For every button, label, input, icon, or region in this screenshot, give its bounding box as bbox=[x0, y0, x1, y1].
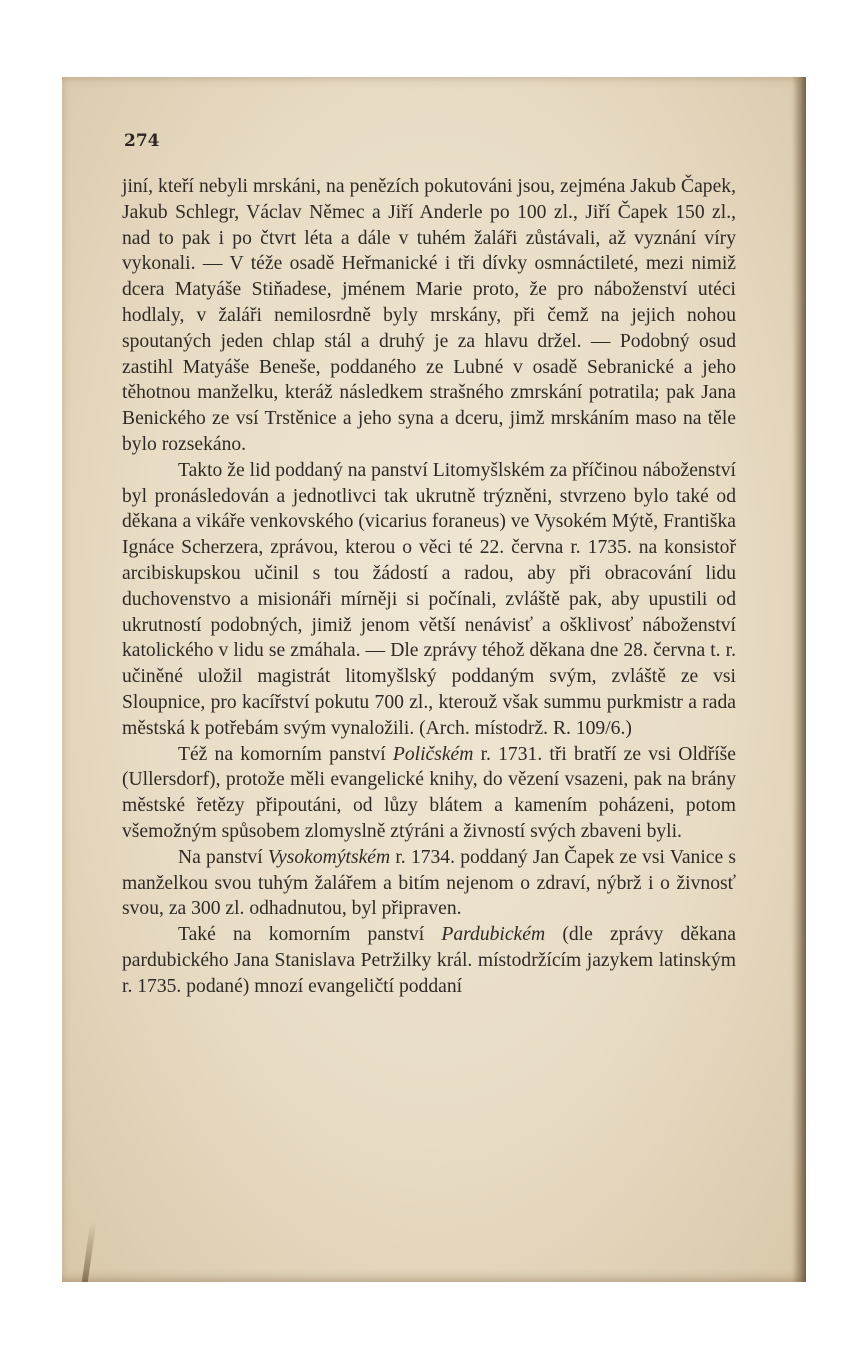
book-page bbox=[62, 77, 806, 1282]
page-number: 274 bbox=[124, 131, 160, 151]
paragraph-2-text: Takto že lid poddaný na panství Litomyšlském za příčinou náboženství byl pronásledován a jednotlivci tak ukrutně trýzněni, stvrzeno bylo také od děkana a vikáře venkovského (vicarius foraneus) ve Vysokém Mýtě, Františka Ignáce Scherzera, zprávou, kterou o věci té 22. června r. 1735. na konsistoř arcibiskupskou učinil s tou žádostí a radou, aby při obracování lidu duchovenstvo a misionáři mírněji si počínali, zvláště pak, aby upustili od ukrutností podobných, jimiž jenom větší nenávisť a ošklivosť náboženství katolického v lidu se zmáhala. — Dle zprávy téhož děkana dne 28. června t. r. učiněné uložil magistrát litomyšlský poddaným svým, zvláště ze vsi Sloupnice, pro kacířství pokutu 700 zl., kterouž však summu purkmistr a rada městská k potřebám svým vynaložili. (Arch. místodrž. R. 109/6.) bbox=[122, 459, 736, 739]
paragraph-2 bbox=[122, 458, 736, 742]
paragraph-4-text: Na panství bbox=[178, 846, 268, 868]
page-edge-shadow bbox=[792, 77, 806, 1282]
paragraph-1-text: jiní, kteří nebyli mrskáni, na penězích pokutováni jsou, zejména Jakub Čapek, Jakub Schlegr, Václav Němec a Jiří Anderle po 100 zl., Jiří Čapek 150 zl., nad to pak i po čtvrt léta a dále v tuhém žaláři zůstávali, až vyznání víry vykonali. — V téže osadě Heřmanické i tři dívky osmnáctileté, mezi nimiž dcera Matyáše Stiňadese, jménem Marie proto, že pro náboženství utéci hodlaly, v žaláři nemilosrdně byly mrskány, při čemž na jejich nohou spoutaných jeden chlap stál a druhý je za hlavu držel. — Podobný osud zastihl Matyáše Beneše, poddaného ze Lubné v osadě Sebranické a jeho těhotnou manželku, kteráž následkem strašného zmrskání potratila; pak Jana Benického ze vsí Trstěnice a jeho syna a dceru, jimž mrskáním maso na těle bylo rozsekáno. bbox=[122, 176, 736, 455]
paragraph-4-text-rest: r. 1734. poddaný Jan Čapek ze vsi Vanice s manželkou svou tuhým žalářem a bitím nejenom o zdraví, nýbrž i o živnosť svou, za 300 zl. odhadnutou, byl připraven. bbox=[122, 846, 736, 920]
paragraph-3-text-rest: r. 1731. tři bratří ze vsi Oldříše (Ullersdorf), protože měli evangelické knihy, do vězení vsazeni, pak na brány městské řetězy připoutáni, od lůzy blátem a kamením poházeni, potom všemožným spůsobem zlomyslně ztýráni a živností svých zbaveni byli. bbox=[122, 743, 736, 842]
body-text bbox=[122, 174, 736, 1000]
paragraph-3 bbox=[122, 742, 736, 845]
page-corner-mark bbox=[82, 1222, 96, 1282]
paragraph-4 bbox=[122, 845, 736, 922]
paragraph-5 bbox=[122, 922, 736, 999]
paragraph-1 bbox=[122, 174, 736, 458]
paragraph-5-text: Také na komorním panství bbox=[178, 924, 442, 946]
paragraph-3-italic-place: Poličském bbox=[392, 743, 474, 765]
paragraph-3-text: Též na komorním panství bbox=[178, 743, 393, 765]
paragraph-5-italic-place: Pardubickém bbox=[441, 924, 546, 946]
paragraph-5-text-rest: (dle zprávy děkana pardubického Jana Stanislava Petržilky král. místodržícím jazykem latinským r. 1735. podané) mnozí evangeličtí poddaní bbox=[122, 924, 736, 997]
paragraph-4-italic-place: Vysokomýtském bbox=[267, 846, 391, 868]
